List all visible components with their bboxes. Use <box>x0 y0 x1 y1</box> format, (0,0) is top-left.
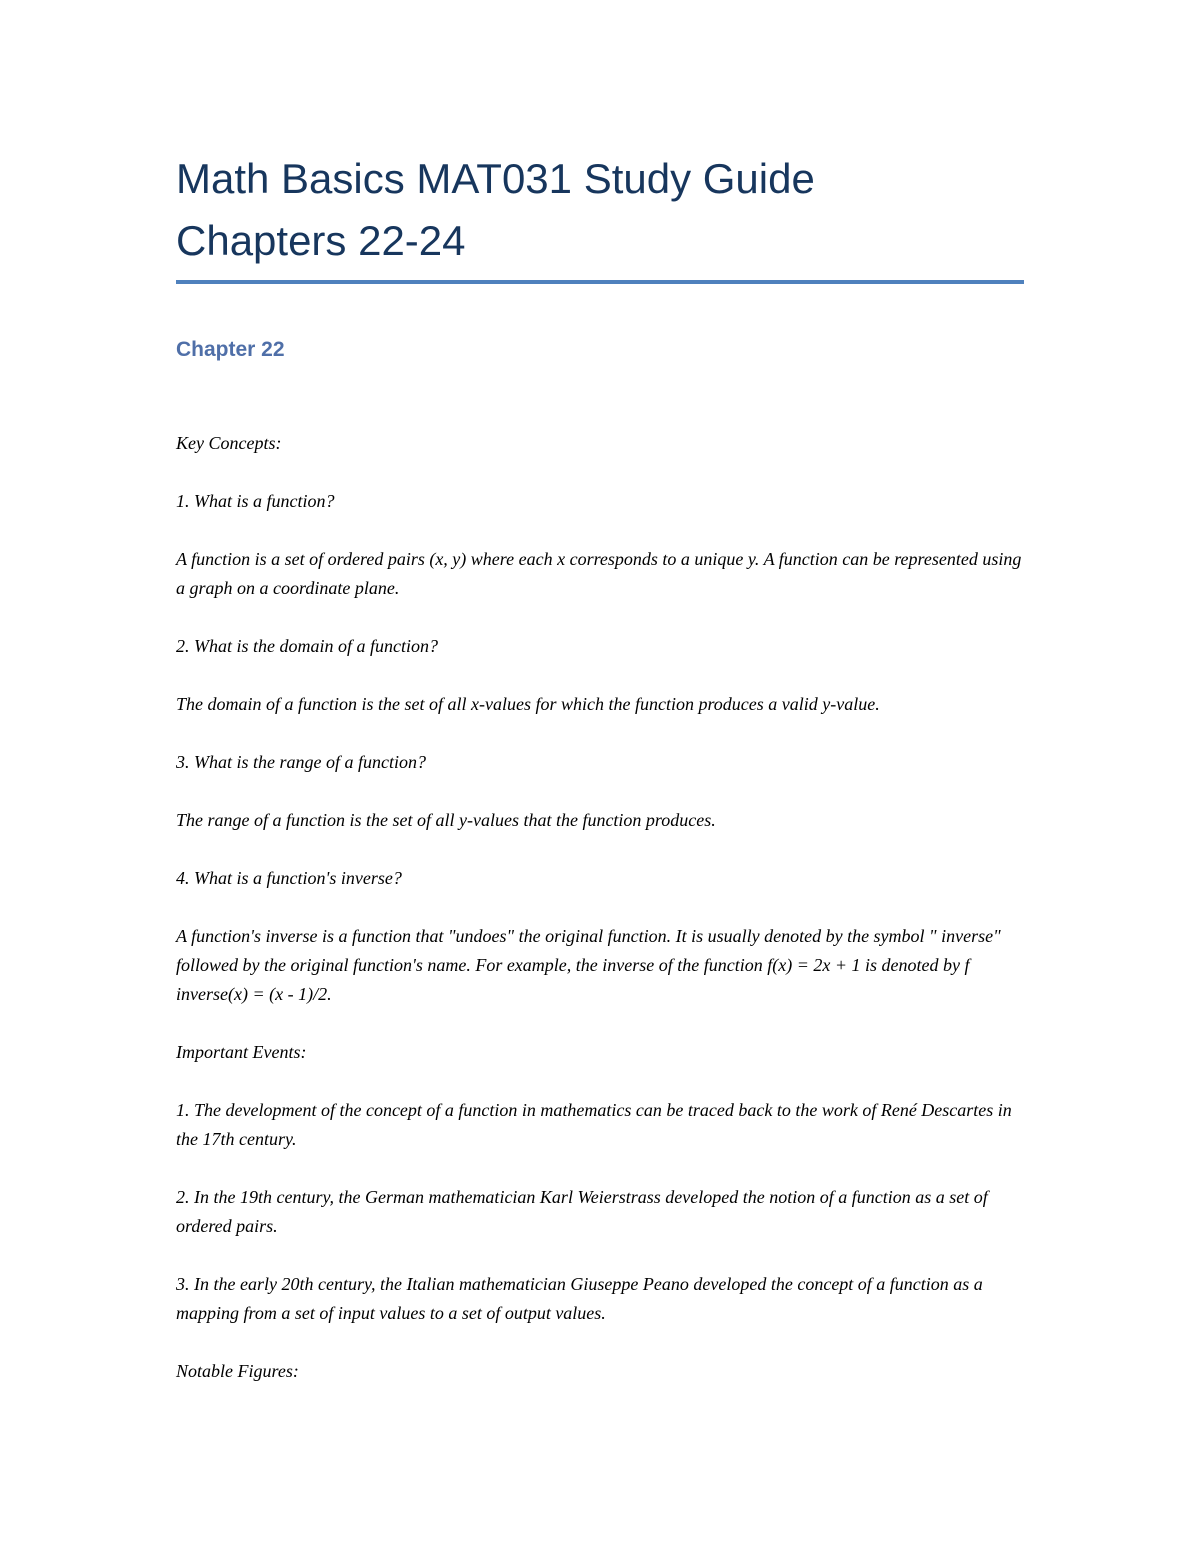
answer-1: A function is a set of ordered pairs (x, y) where each x corresponds to a unique y. A function can be represented using a graph on a coordinate plane. <box>176 549 1022 598</box>
title-line-2: Chapters 22-24 <box>176 217 466 264</box>
section-label-notable-figures: Notable Figures: <box>176 1361 299 1381</box>
document-content <box>176 148 1024 1415</box>
title-line-1: Math Basics MAT031 Study Guide <box>176 155 815 202</box>
question-2: 2. What is the domain of a function? <box>176 636 438 656</box>
answer-4: A function's inverse is a function that "undoes" the original function. It is usually denoted by the symbol " inverse" followed by the original function's name. For example, the inverse of the function f(x) = 2x + 1 is denoted by f inverse(x) = (x - 1)/2. <box>176 926 1001 1004</box>
title-underline-rule <box>176 280 1024 284</box>
question-1: 1. What is a function? <box>176 491 335 511</box>
section-label-key-concepts: Key Concepts: <box>176 433 282 453</box>
answer-2: The domain of a function is the set of all x-values for which the function produces a valid y-value. <box>176 694 880 714</box>
event-1: 1. The development of the concept of a function in mathematics can be traced back to the work of René Descartes in the 17th century. <box>176 1100 1012 1149</box>
document-body <box>176 429 1024 1386</box>
event-3: 3. In the early 20th century, the Italian mathematician Giuseppe Peano developed the concept of a function as a mapping from a set of input values to a set of output values. <box>176 1274 983 1323</box>
chapter-heading: Chapter 22 <box>176 338 285 361</box>
event-2: 2. In the 19th century, the German mathematician Karl Weierstrass developed the notion of a function as a set of ordered pairs. <box>176 1187 988 1236</box>
question-3: 3. What is the range of a function? <box>176 752 426 772</box>
document-title <box>176 148 1024 272</box>
section-label-important-events: Important Events: <box>176 1042 307 1062</box>
question-4: 4. What is a function's inverse? <box>176 868 402 888</box>
answer-3: The range of a function is the set of all y-values that the function produces. <box>176 810 716 830</box>
